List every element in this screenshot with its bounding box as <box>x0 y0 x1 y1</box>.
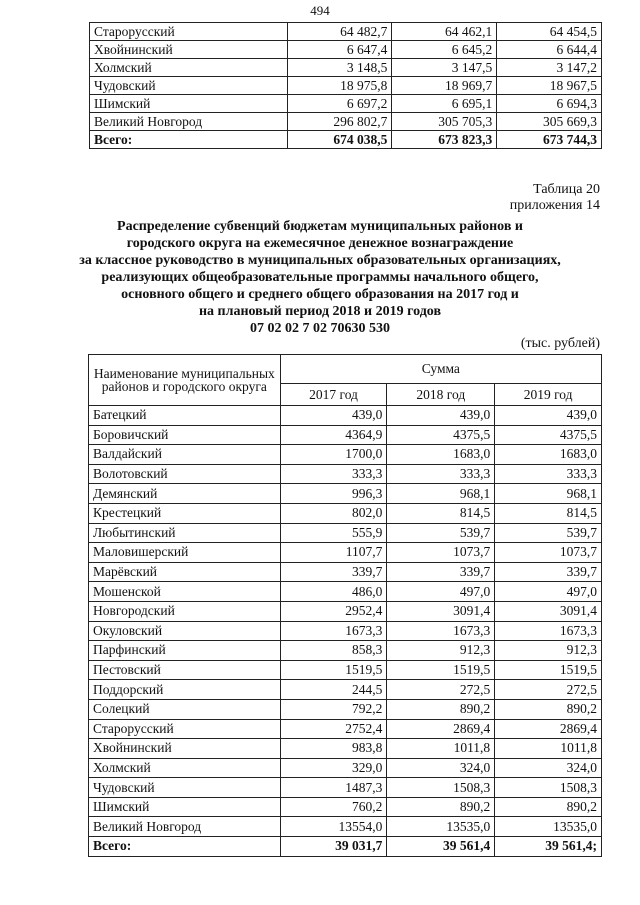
table-row <box>89 582 602 602</box>
district-name-cell: Валдайский <box>89 445 281 465</box>
column-header-sum: Сумма <box>280 355 601 384</box>
table-row <box>89 464 602 484</box>
amount-cell: 1673,3 <box>280 621 387 641</box>
table-row <box>89 817 602 837</box>
table-row <box>89 406 602 426</box>
amount-cell: 6 644,4 <box>497 41 602 59</box>
amount-cell: 13535,0 <box>495 817 602 837</box>
amount-cell: 802,0 <box>280 503 387 523</box>
district-name-cell: Великий Новгород <box>90 113 288 131</box>
table-row <box>90 77 602 95</box>
amount-cell: 890,2 <box>387 699 495 719</box>
amount-cell: 6 694,3 <box>497 95 602 113</box>
district-name-cell: Всего: <box>90 131 288 149</box>
amount-cell: 3 147,5 <box>392 59 497 77</box>
amount-cell: 983,8 <box>280 739 387 759</box>
district-name-cell: Солецкий <box>89 699 281 719</box>
amount-cell: 1487,3 <box>280 778 387 798</box>
amount-cell: 4364,9 <box>280 425 387 445</box>
table-row <box>89 660 602 680</box>
table-row <box>89 503 602 523</box>
amount-cell: 3091,4 <box>495 601 602 621</box>
district-name-cell: Крестецкий <box>89 503 281 523</box>
table-row <box>89 445 602 465</box>
amount-cell: 13554,0 <box>280 817 387 837</box>
amount-cell: 673 823,3 <box>392 131 497 149</box>
amount-cell: 4375,5 <box>387 425 495 445</box>
amount-cell: 39 031,7 <box>280 837 387 857</box>
amount-cell: 2952,4 <box>280 601 387 621</box>
table-row <box>89 797 602 817</box>
amount-cell: 305 669,3 <box>497 113 602 131</box>
amount-cell: 333,3 <box>280 464 387 484</box>
district-name-cell: Демянский <box>89 484 281 504</box>
district-name-cell: Чудовский <box>89 778 281 798</box>
district-name-cell: Великий Новгород <box>89 817 281 837</box>
table-row <box>90 95 602 113</box>
table-row <box>89 562 602 582</box>
amount-cell: 912,3 <box>387 641 495 661</box>
table-row <box>89 699 602 719</box>
amount-cell: 272,5 <box>387 680 495 700</box>
amount-cell: 1519,5 <box>387 660 495 680</box>
amount-cell: 64 454,5 <box>497 23 602 41</box>
amount-cell: 1700,0 <box>280 445 387 465</box>
amount-cell: 6 645,2 <box>392 41 497 59</box>
amount-cell: 497,0 <box>495 582 602 602</box>
district-name-cell: Старорусский <box>89 719 281 739</box>
amount-cell: 1673,3 <box>387 621 495 641</box>
amount-cell: 1011,8 <box>495 739 602 759</box>
amount-cell: 244,5 <box>280 680 387 700</box>
amount-cell: 6 697,2 <box>287 95 392 113</box>
continued-table-body <box>90 23 602 149</box>
amount-cell: 497,0 <box>387 582 495 602</box>
subvention-table <box>88 354 602 857</box>
amount-cell: 339,7 <box>495 562 602 582</box>
amount-cell: 1073,7 <box>387 543 495 563</box>
table-row <box>90 113 602 131</box>
table-row <box>89 543 602 563</box>
amount-cell: 272,5 <box>495 680 602 700</box>
amount-cell: 674 038,5 <box>287 131 392 149</box>
document-heading <box>60 218 580 337</box>
table-row <box>89 641 602 661</box>
amount-cell: 2752,4 <box>280 719 387 739</box>
district-name-cell: Шимский <box>89 797 281 817</box>
amount-cell: 890,2 <box>495 797 602 817</box>
heading-line: городского округа на ежемесячное денежное вознаграждение <box>126 236 514 251</box>
district-name-cell: Мошенской <box>89 582 281 602</box>
district-name-cell: Холмский <box>89 758 281 778</box>
table-row <box>89 680 602 700</box>
table-row <box>89 778 602 798</box>
district-name-cell: Марёвский <box>89 562 281 582</box>
amount-cell: 339,7 <box>387 562 495 582</box>
amount-cell: 1519,5 <box>280 660 387 680</box>
district-name-cell: Пестовский <box>89 660 281 680</box>
amount-cell: 1011,8 <box>387 739 495 759</box>
table-row <box>89 758 602 778</box>
amount-cell: 814,5 <box>387 503 495 523</box>
column-header-2019: 2019 год <box>495 384 602 406</box>
district-name-cell: Шимский <box>90 95 288 113</box>
amount-cell: 486,0 <box>280 582 387 602</box>
budget-code: 07 02 02 7 02 70630 530 <box>250 321 390 336</box>
district-name-cell: Холмский <box>90 59 288 77</box>
amount-cell: 1107,7 <box>280 543 387 563</box>
amount-cell: 18 975,8 <box>287 77 392 95</box>
amount-cell: 333,3 <box>387 464 495 484</box>
table-row <box>89 425 602 445</box>
table-row <box>90 41 602 59</box>
amount-cell: 539,7 <box>387 523 495 543</box>
subvention-table-body <box>89 406 602 857</box>
amount-cell: 305 705,3 <box>392 113 497 131</box>
amount-cell: 3091,4 <box>387 601 495 621</box>
appendix-reference: приложения 14 <box>509 198 600 213</box>
amount-cell: 814,5 <box>495 503 602 523</box>
amount-cell: 555,9 <box>280 523 387 543</box>
amount-cell: 968,1 <box>495 484 602 504</box>
amount-cell: 996,3 <box>280 484 387 504</box>
amount-cell: 439,0 <box>387 406 495 426</box>
amount-cell: 2869,4 <box>387 719 495 739</box>
district-name-cell: Новгородский <box>89 601 281 621</box>
amount-cell: 324,0 <box>387 758 495 778</box>
table-row <box>89 601 602 621</box>
table-row <box>89 484 602 504</box>
amount-cell: 329,0 <box>280 758 387 778</box>
page-number: 494 <box>310 3 330 18</box>
amount-cell: 64 482,7 <box>287 23 392 41</box>
column-header-2017: 2017 год <box>280 384 387 406</box>
amount-cell: 1673,3 <box>495 621 602 641</box>
amount-cell: 39 561,4 <box>387 837 495 857</box>
amount-cell: 439,0 <box>495 406 602 426</box>
amount-cell: 3 148,5 <box>287 59 392 77</box>
amount-cell: 890,2 <box>387 797 495 817</box>
amount-cell: 64 462,1 <box>392 23 497 41</box>
heading-line: реализующих общеобразовательные программы начального общего, <box>101 270 539 285</box>
amount-cell: 439,0 <box>280 406 387 426</box>
amount-cell: 760,2 <box>280 797 387 817</box>
units-note: (тыс. рублей) <box>520 336 600 351</box>
table-number: Таблица 20 <box>533 182 600 197</box>
amount-cell: 1519,5 <box>495 660 602 680</box>
amount-cell: 6 647,4 <box>287 41 392 59</box>
amount-cell: 324,0 <box>495 758 602 778</box>
table-row <box>90 23 602 41</box>
total-row <box>89 837 602 857</box>
table-row <box>89 523 602 543</box>
district-name-cell: Всего: <box>89 837 281 857</box>
continued-table <box>89 22 602 149</box>
amount-cell: 1683,0 <box>387 445 495 465</box>
amount-cell: 2869,4 <box>495 719 602 739</box>
table-caption <box>510 182 600 214</box>
amount-cell: 18 967,5 <box>497 77 602 95</box>
heading-line: Распределение субвенций бюджетам муниципальных районов и <box>117 219 523 234</box>
amount-cell: 3 147,2 <box>497 59 602 77</box>
amount-cell: 968,1 <box>387 484 495 504</box>
district-name-cell: Чудовский <box>90 77 288 95</box>
total-row <box>90 131 602 149</box>
heading-line: на плановый период 2018 и 2019 годов <box>198 304 442 319</box>
heading-line: за классное руководство в муниципальных образовательных организациях, <box>79 253 561 268</box>
amount-cell: 333,3 <box>495 464 602 484</box>
amount-cell: 1508,3 <box>495 778 602 798</box>
amount-cell: 792,2 <box>280 699 387 719</box>
column-header-name: Наименование муниципальных районов и городского округа <box>89 355 281 406</box>
district-name-cell: Боровичский <box>89 425 281 445</box>
amount-cell: 1073,7 <box>495 543 602 563</box>
district-name-cell: Волотовский <box>89 464 281 484</box>
district-name-cell: Хвойнинский <box>90 41 288 59</box>
amount-cell: 673 744,3 <box>497 131 602 149</box>
district-name-cell: Старорусский <box>90 23 288 41</box>
column-header-2018: 2018 год <box>387 384 495 406</box>
amount-cell: 1683,0 <box>495 445 602 465</box>
amount-cell: 6 695,1 <box>392 95 497 113</box>
district-name-cell: Хвойнинский <box>89 739 281 759</box>
amount-cell: 296 802,7 <box>287 113 392 131</box>
amount-cell: 858,3 <box>280 641 387 661</box>
amount-cell: 13535,0 <box>387 817 495 837</box>
amount-cell: 890,2 <box>495 699 602 719</box>
table-row <box>90 59 602 77</box>
district-name-cell: Любытинский <box>89 523 281 543</box>
amount-cell: 1508,3 <box>387 778 495 798</box>
district-name-cell: Поддорский <box>89 680 281 700</box>
amount-cell: 339,7 <box>280 562 387 582</box>
heading-line: основного общего и среднего общего образования на 2017 год и <box>121 287 519 302</box>
district-name-cell: Парфинский <box>89 641 281 661</box>
amount-cell: 18 969,7 <box>392 77 497 95</box>
table-row <box>89 739 602 759</box>
amount-cell: 4375,5 <box>495 425 602 445</box>
amount-cell: 912,3 <box>495 641 602 661</box>
table-row <box>89 719 602 739</box>
district-name-cell: Маловишерский <box>89 543 281 563</box>
district-name-cell: Батецкий <box>89 406 281 426</box>
table-row <box>89 621 602 641</box>
amount-cell: 39 561,4; <box>495 837 602 857</box>
amount-cell: 539,7 <box>495 523 602 543</box>
district-name-cell: Окуловский <box>89 621 281 641</box>
